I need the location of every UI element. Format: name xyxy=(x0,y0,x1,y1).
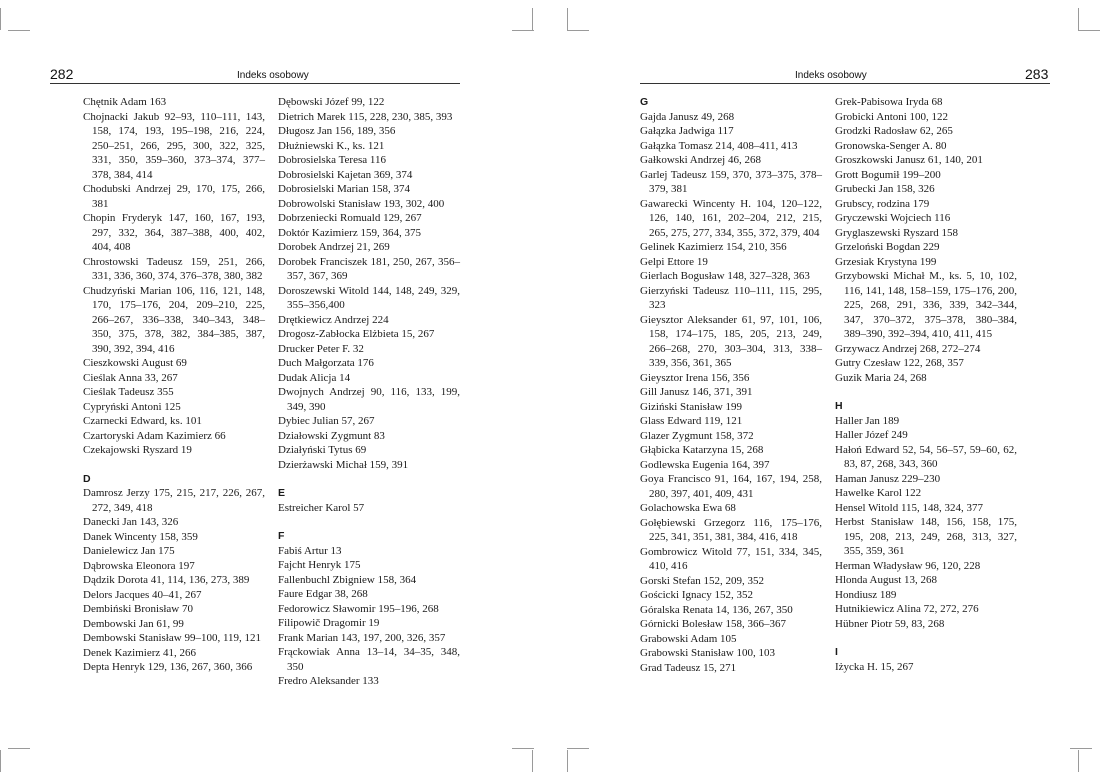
index-entry: Fedorowicz Sławomir 195–196, 268 xyxy=(278,602,439,615)
index-entry: Filipowič Dragomir 19 xyxy=(278,617,380,629)
index-entry: Damrosz Jerzy 175, 215, 217, 226, 267, 272, 349, 418 xyxy=(83,487,265,514)
index-entry: Goya Francisco 91, 164, 167, 194, 258, 280, 397, 401, 409, 431 xyxy=(640,473,822,500)
index-entry: Działowski Zygmunt 83 xyxy=(278,429,385,442)
index-entry: Hübner Piotr 59, 83, 268 xyxy=(835,617,945,630)
index-entry: Grobicki Antoni 100, 122 xyxy=(835,110,949,123)
index-entry: Dzierżawski Michał 159, 391 xyxy=(278,458,409,471)
header-rule-left xyxy=(50,83,460,84)
crop-mark xyxy=(532,8,533,30)
index-entry: Groszkowski Janusz 61, 140, 201 xyxy=(835,154,983,166)
index-entry: Frank Marian 143, 197, 200, 326, 357 xyxy=(278,631,446,644)
index-entry: Dądzik Dorota 41, 114, 136, 273, 389 xyxy=(83,574,250,586)
index-entry: Iżycka H. 15, 267 xyxy=(835,660,914,673)
index-column xyxy=(835,95,1017,674)
index-entry: Gierzyński Tadeusz 110–111, 115, 295, 323 xyxy=(640,284,822,311)
index-entry: Działyński Tytus 69 xyxy=(278,444,367,456)
index-entry: Dybiec Julian 57, 267 xyxy=(278,415,375,427)
index-entry: Dudak Alicja 14 xyxy=(278,371,351,384)
index-entry: Gołębiewski Grzegorz 116, 175–176, 225, 341, 351, 381, 384, 416, 418 xyxy=(640,516,822,543)
index-entry: Grzywacz Andrzej 268, 272–274 xyxy=(835,342,981,355)
index-letter-heading: D xyxy=(83,472,91,485)
index-entry: Góralska Renata 14, 136, 267, 350 xyxy=(640,603,793,616)
index-entry: Denek Kazimierz 41, 266 xyxy=(83,646,197,659)
index-entry: Długosz Jan 156, 189, 356 xyxy=(278,125,396,137)
index-entry: Grubecki Jan 158, 326 xyxy=(835,183,935,195)
header-rule-right xyxy=(640,83,1050,84)
index-entry: Chodubski Andrzej 29, 170, 175, 266, 381 xyxy=(83,183,265,210)
crop-mark xyxy=(567,750,568,772)
index-entry: Hensel Witold 115, 148, 324, 377 xyxy=(835,501,984,514)
index-entry: Dembowski Stanisław 99–100, 119, 121 xyxy=(83,632,262,644)
index-entry: Grodzki Radosław 62, 265 xyxy=(835,125,953,137)
index-entry: Gryczewski Wojciech 116 xyxy=(835,212,951,224)
index-entry: Chopin Fryderyk 147, 160, 167, 193, 297, 332, 364, 387–388, 400, 402, 404, 408 xyxy=(83,212,265,253)
crop-mark xyxy=(0,750,1,772)
index-entry: Garlej Tadeusz 159, 370, 373–375, 378–379, 381 xyxy=(640,168,822,195)
index-entry: Herbst Stanisław 148, 156, 158, 175, 195, 208, 213, 249, 268, 313, 327, 355, 359, 361 xyxy=(835,516,1017,557)
index-entry: Dembiński Bronisław 70 xyxy=(83,603,193,615)
index-entry: Grubscy, rodzina 179 xyxy=(835,197,930,210)
index-entry: Danielewicz Jan 175 xyxy=(83,545,175,557)
crop-mark xyxy=(567,8,568,30)
index-entry: Glazer Zygmunt 158, 372 xyxy=(640,429,754,442)
index-entry: Herman Władysław 96, 120, 228 xyxy=(835,559,981,572)
index-entry: Cieszkowski August 69 xyxy=(83,357,187,369)
index-entry: Dobrosielski Kajetan 369, 374 xyxy=(278,168,413,181)
index-entry: Fabiś Artur 13 xyxy=(278,544,342,557)
index-entry: Dobrowolski Stanisław 193, 302, 400 xyxy=(278,197,445,210)
index-letter-heading: H xyxy=(835,400,843,412)
page-number-right: 283 xyxy=(1025,66,1049,82)
index-entry: Grzybowski Michał M., ks. 5, 10, 102, 116, 141, 148, 158–159, 175–176, 200, 225, 268, 291, 336, 339, 342–344, 347, 370–372, 375–378, 380–384, 389–390, 392–394, 410, 411, 415 xyxy=(835,270,1017,340)
index-entry: Estreicher Karol 57 xyxy=(278,501,365,514)
index-entry: Gryglaszewski Ryszard 158 xyxy=(835,226,958,239)
index-entry: Gieysztor Aleksander 61, 97, 101, 106, 158, 174–175, 185, 205, 213, 249, 266–268, 270, 303–304, 313, 338–339, 356, 361, 365 xyxy=(640,313,822,369)
index-entry: Duch Małgorzata 176 xyxy=(278,357,374,369)
index-entry: Hawelke Karol 122 xyxy=(835,487,922,499)
index-entry: Czartoryski Adam Kazimierz 66 xyxy=(83,429,226,442)
index-entry: Dobrosielski Marian 158, 374 xyxy=(278,183,410,195)
index-entry: Godlewska Eugenia 164, 397 xyxy=(640,458,770,471)
crop-mark xyxy=(1078,750,1079,772)
index-entry: Faure Edgar 38, 268 xyxy=(278,588,368,600)
index-entry: Drucker Peter F. 32 xyxy=(278,342,364,355)
index-entry: Delors Jacques 40–41, 267 xyxy=(83,588,202,601)
index-entry: Gałązka Jadwiga 117 xyxy=(640,125,734,137)
index-entry: Hałoń Edward 52, 54, 56–57, 59–60, 62, 83, 87, 268, 343, 360 xyxy=(835,443,1017,470)
index-entry: Gościcki Ignacy 152, 352 xyxy=(640,589,754,601)
index-entry: Cieślak Tadeusz 355 xyxy=(83,386,174,398)
index-entry: Grek-Pabisowa Iryda 68 xyxy=(835,96,943,108)
index-entry: Giziński Stanisław 199 xyxy=(640,400,743,413)
index-entry: Hutnikiewicz Alina 72, 272, 276 xyxy=(835,603,979,615)
index-entry: Frąckowiak Anna 13–14, 34–35, 348, 350 xyxy=(278,646,460,673)
index-entry: Dąbrowska Eleonora 197 xyxy=(83,559,195,572)
index-entry: Haller Jan 189 xyxy=(835,414,900,427)
index-entry: Dwojnych Andrzej 90, 116, 133, 199, 349, 390 xyxy=(278,386,460,413)
index-entry: Gajda Janusz 49, 268 xyxy=(640,110,735,123)
index-entry: Gorski Stefan 152, 209, 352 xyxy=(640,574,765,587)
index-entry: Dobrosielska Teresa 116 xyxy=(278,154,386,166)
running-title-left: Indeks osobowy xyxy=(237,70,309,81)
index-entry: Drętkiewicz Andrzej 224 xyxy=(278,313,389,326)
index-entry: Dietrich Marek 115, 228, 230, 385, 393 xyxy=(278,110,453,123)
crop-mark xyxy=(512,30,534,31)
crop-mark xyxy=(512,748,534,749)
index-entry: Gawarecki Wincenty H. 104, 120–122, 126, 140, 161, 202–204, 212, 215, 265, 275, 277, 334, 355, 372, 379, 404 xyxy=(640,197,822,239)
index-entry: Fallenbuchl Zbigniew 158, 364 xyxy=(278,573,417,586)
index-entry: Depta Henryk 129, 136, 267, 360, 366 xyxy=(83,661,253,673)
index-entry: Glass Edward 119, 121 xyxy=(640,415,743,427)
index-entry: Danek Wincenty 158, 359 xyxy=(83,530,198,543)
index-entry: Haman Janusz 229–230 xyxy=(835,472,941,485)
index-entry: Chętnik Adam 163 xyxy=(83,96,167,108)
index-entry: Cypryński Antoni 125 xyxy=(83,400,181,413)
index-entry: Chojnacki Jakub 92–93, 110–111, 143, 158, 174, 193, 195–198, 216, 224, 250–251, 266, 295, 300, 322, 325, 331, 350, 359–360, 373–374, 377–378, 384, 414 xyxy=(83,110,265,181)
index-entry: Dobrzeniecki Romuald 129, 267 xyxy=(278,212,422,224)
index-entry: Gombrowicz Witold 77, 151, 334, 345, 410, 416 xyxy=(640,545,822,572)
index-letter-heading: I xyxy=(835,646,838,658)
index-column xyxy=(83,95,265,675)
index-entry: Chrostowski Tadeusz 159, 251, 266, 331, 336, 360, 374, 376–378, 380, 382 xyxy=(83,255,265,282)
index-entry: Hlonda August 13, 268 xyxy=(835,574,938,586)
index-entry: Czarnecki Edward, ks. 101 xyxy=(83,415,202,427)
crop-mark xyxy=(0,8,1,30)
crop-mark xyxy=(8,748,30,749)
index-entry: Głąbicka Katarzyna 15, 268 xyxy=(640,444,764,456)
index-entry: Grabowski Adam 105 xyxy=(640,632,737,645)
crop-mark xyxy=(532,750,533,772)
crop-mark xyxy=(1070,748,1092,749)
index-entry: Chudzyński Marian 106, 116, 121, 148, 170, 175–176, 204, 209–210, 225, 266–267, 336–338, 340–343, 348–350, 375, 378, 382, 384–385, 387, 390, 392, 394, 416 xyxy=(83,284,265,355)
index-entry: Czekajowski Ryszard 19 xyxy=(83,444,192,456)
index-column xyxy=(278,95,460,689)
crop-mark xyxy=(8,30,30,31)
index-entry: Dorobek Franciszek 181, 250, 267, 356–357, 367, 369 xyxy=(278,255,460,282)
index-entry: Doroszewski Witold 144, 148, 249, 329, 355–356,400 xyxy=(278,284,460,311)
index-letter-heading: E xyxy=(278,487,286,499)
crop-mark xyxy=(1078,30,1100,31)
index-entry: Grabowski Stanisław 100, 103 xyxy=(640,647,776,659)
index-entry: Gutry Czesław 122, 268, 357 xyxy=(835,357,964,369)
index-entry: Guzik Maria 24, 268 xyxy=(835,371,927,384)
index-entry: Dembowski Jan 61, 99 xyxy=(83,617,184,630)
crop-mark xyxy=(567,748,589,749)
index-entry: Fajcht Henryk 175 xyxy=(278,559,361,571)
index-entry: Gronowska-Senger A. 80 xyxy=(835,139,947,152)
index-entry: Górnicki Bolesław 158, 366–367 xyxy=(640,618,787,630)
index-entry: Gałkowski Andrzej 46, 268 xyxy=(640,154,761,166)
index-entry: Gałązka Tomasz 214, 408–411, 413 xyxy=(640,139,798,152)
index-entry: Doktór Kazimierz 159, 364, 375 xyxy=(278,226,421,239)
page-number-left: 282 xyxy=(50,66,74,82)
index-entry: Grott Bogumił 199–200 xyxy=(835,168,941,181)
index-entry: Cieślak Anna 33, 267 xyxy=(83,371,178,384)
index-entry: Dębowski Józef 99, 122 xyxy=(278,96,385,108)
crop-mark xyxy=(1078,8,1079,30)
index-entry: Grzesiak Krystyna 199 xyxy=(835,255,937,268)
index-column xyxy=(640,95,822,675)
index-entry: Gierlach Bogusław 148, 327–328, 363 xyxy=(640,270,810,282)
index-entry: Golachowska Ewa 68 xyxy=(640,502,736,514)
index-entry: Gieysztor Irena 156, 356 xyxy=(640,371,750,384)
index-entry: Drogosz-Zabłocka Elżbieta 15, 267 xyxy=(278,328,435,340)
index-entry: Gelpi Ettore 19 xyxy=(640,255,708,268)
index-entry: Danecki Jan 143, 326 xyxy=(83,516,179,528)
index-letter-heading: F xyxy=(278,530,285,542)
crop-mark xyxy=(567,30,589,31)
index-entry: Grad Tadeusz 15, 271 xyxy=(640,661,737,674)
index-entry: Fredro Aleksander 133 xyxy=(278,675,379,687)
index-entry: Hondiusz 189 xyxy=(835,588,897,601)
index-entry: Gill Janusz 146, 371, 391 xyxy=(640,386,753,398)
index-letter-heading: G xyxy=(640,96,649,108)
index-entry: Gelinek Kazimierz 154, 210, 356 xyxy=(640,241,787,253)
index-entry: Grzeloński Bogdan 229 xyxy=(835,241,940,253)
index-entry: Haller Józef 249 xyxy=(835,429,908,441)
index-entry: Dorobek Andrzej 21, 269 xyxy=(278,241,390,253)
index-entry: Dłużniewski K., ks. 121 xyxy=(278,139,385,152)
running-title-right: Indeks osobowy xyxy=(795,70,867,81)
